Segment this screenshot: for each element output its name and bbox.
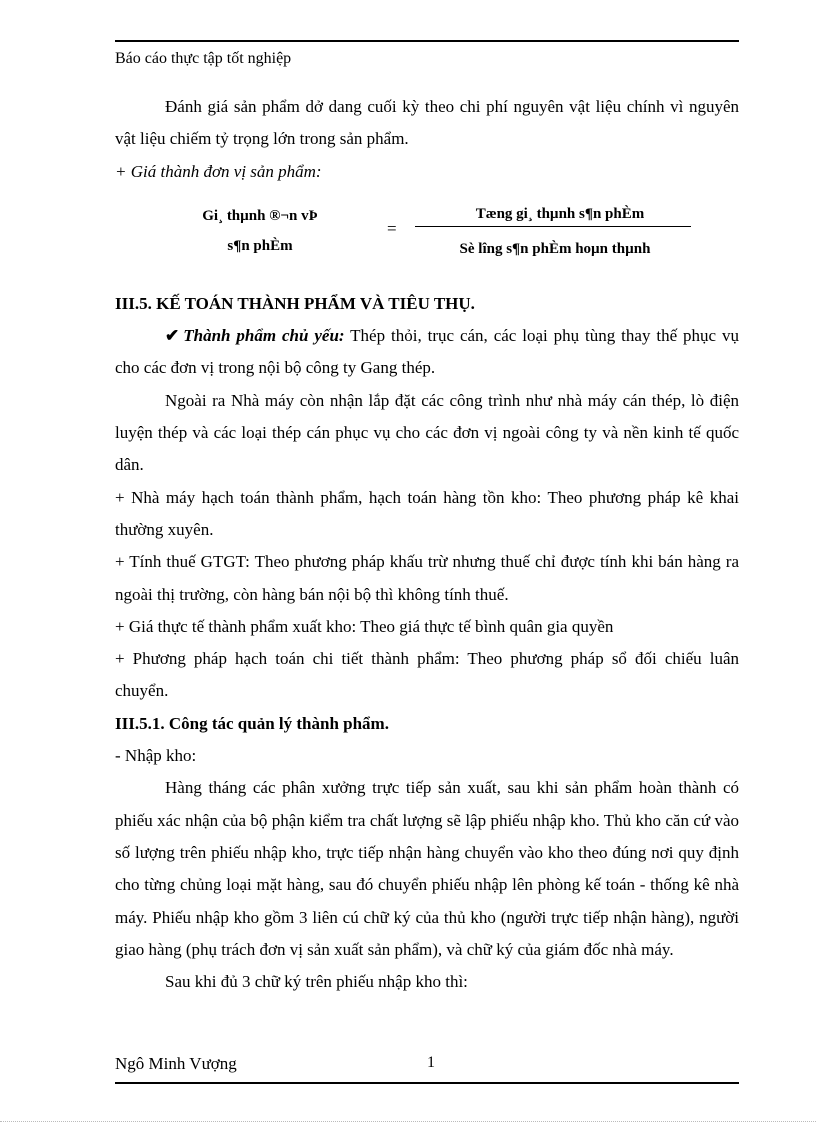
footer-author: Ngô Minh Vượng — [115, 1054, 237, 1073]
paragraph-receiving-label: - Nhập kho: — [115, 746, 197, 766]
subsection-heading: III.5.1. Công tác quản lý thành phẩm. — [115, 713, 389, 733]
header-rule — [115, 40, 739, 42]
formula-lhs — [200, 201, 320, 261]
footer-rule — [115, 1082, 739, 1084]
header-title: Báo cáo thực tập tốt nghiệp — [115, 50, 292, 67]
page-edge-divider — [0, 1121, 816, 1122]
page-number: 1 — [427, 1054, 435, 1071]
paragraph-vat: + Tính thuế GTGT: Theo phương pháp khấu trừ nhưng thuế chỉ được tính khi bán hàng ra ngoài thị trường, còn hàng bán nội bộ thì không tính thuế. — [115, 552, 739, 604]
paragraph-after-signatures: Sau khi đủ 3 chữ ký trên phiếu nhập kho thì: — [165, 972, 468, 992]
paragraph-detail-method: + Phương pháp hạch toán chi tiết thành phẩm: Theo phương pháp sổ đối chiếu luân chuyển. — [115, 649, 739, 701]
document-body — [115, 91, 739, 998]
main-products-label: Thành phẩm chủ yếu: — [183, 326, 345, 346]
paragraph-inventory-method: + Nhà máy hạch toán thành phẩm, hạch toán hàng tồn kho: Theo phương pháp kê khai thường xuyên. — [115, 487, 739, 539]
paragraph-receiving-process: Hàng tháng các phân xưởng trực tiếp sản xuất, sau khi sản phẩm hoàn thành có phiếu xác nhận của bộ phận kiểm tra chất lượng sẽ lập phiếu nhập kho. Thủ kho căn cứ vào số lượng trên phiếu nhập kho, trực tiếp nhận hàng chuyển vào kho theo đúng nơi quy định cho từng chủng loại mặt hàng, sau đó chuyển phiếu nhập lên phòng kế toán - thống kê nhà máy. Phiếu nhập kho gồm 3 liên cú chữ ký của thủ kho (người trực tiếp nhận hàng), người giao hàng (phụ trách đơn vị sản xuất sản phẩm), và chữ ký của giám đốc nhà máy. — [115, 778, 739, 959]
paragraph-issue-price: + Giá thực tế thành phẩm xuất kho: Theo giá thực tế bình quân gia quyền — [115, 616, 614, 636]
formula-lhs-line2: s¶n phÈm — [227, 237, 293, 254]
paragraph-installation: Ngoài ra Nhà máy còn nhận lắp đặt các công trình như nhà máy cán thép, lò điện luyện thép và các loại thép cán phục vụ cho các đơn vị ngoài công ty và nền kinh tế quốc dân. — [115, 390, 739, 475]
formula-equals: = — [387, 218, 397, 238]
paragraph-main-products — [115, 320, 739, 385]
paragraph-wip-valuation: Đánh giá sản phẩm dở dang cuối kỳ theo chi phí nguyên vật liệu chính vì nguyên vật liệu chiếm tỷ trọng lớn trong sản phẩm. — [115, 97, 739, 149]
formula-numerator: Tæng gi¸ thµnh s¶n phÈm — [475, 205, 645, 222]
check-icon: ✔ — [165, 326, 180, 346]
main-products-text: Thép thỏi, trục cán, các loại phụ tùng thay thế phục vụ cho các đơn vị trong nội bộ công ty Gang thép. — [115, 326, 739, 378]
unit-cost-formula — [115, 193, 739, 288]
formula-fraction-line — [415, 226, 691, 227]
paragraph-unit-cost-label: + Giá thành đơn vị sản phẩm: — [115, 161, 322, 181]
formula-lhs-line1: Gi¸ thµnh ®¬n vÞ — [202, 207, 318, 224]
section-heading: III.5. KẾ TOÁN THÀNH PHẨM VÀ TIÊU THỤ. — [115, 293, 475, 313]
formula-denominator: Sè lîng s¶n phÈm hoµn thµnh — [459, 240, 651, 257]
